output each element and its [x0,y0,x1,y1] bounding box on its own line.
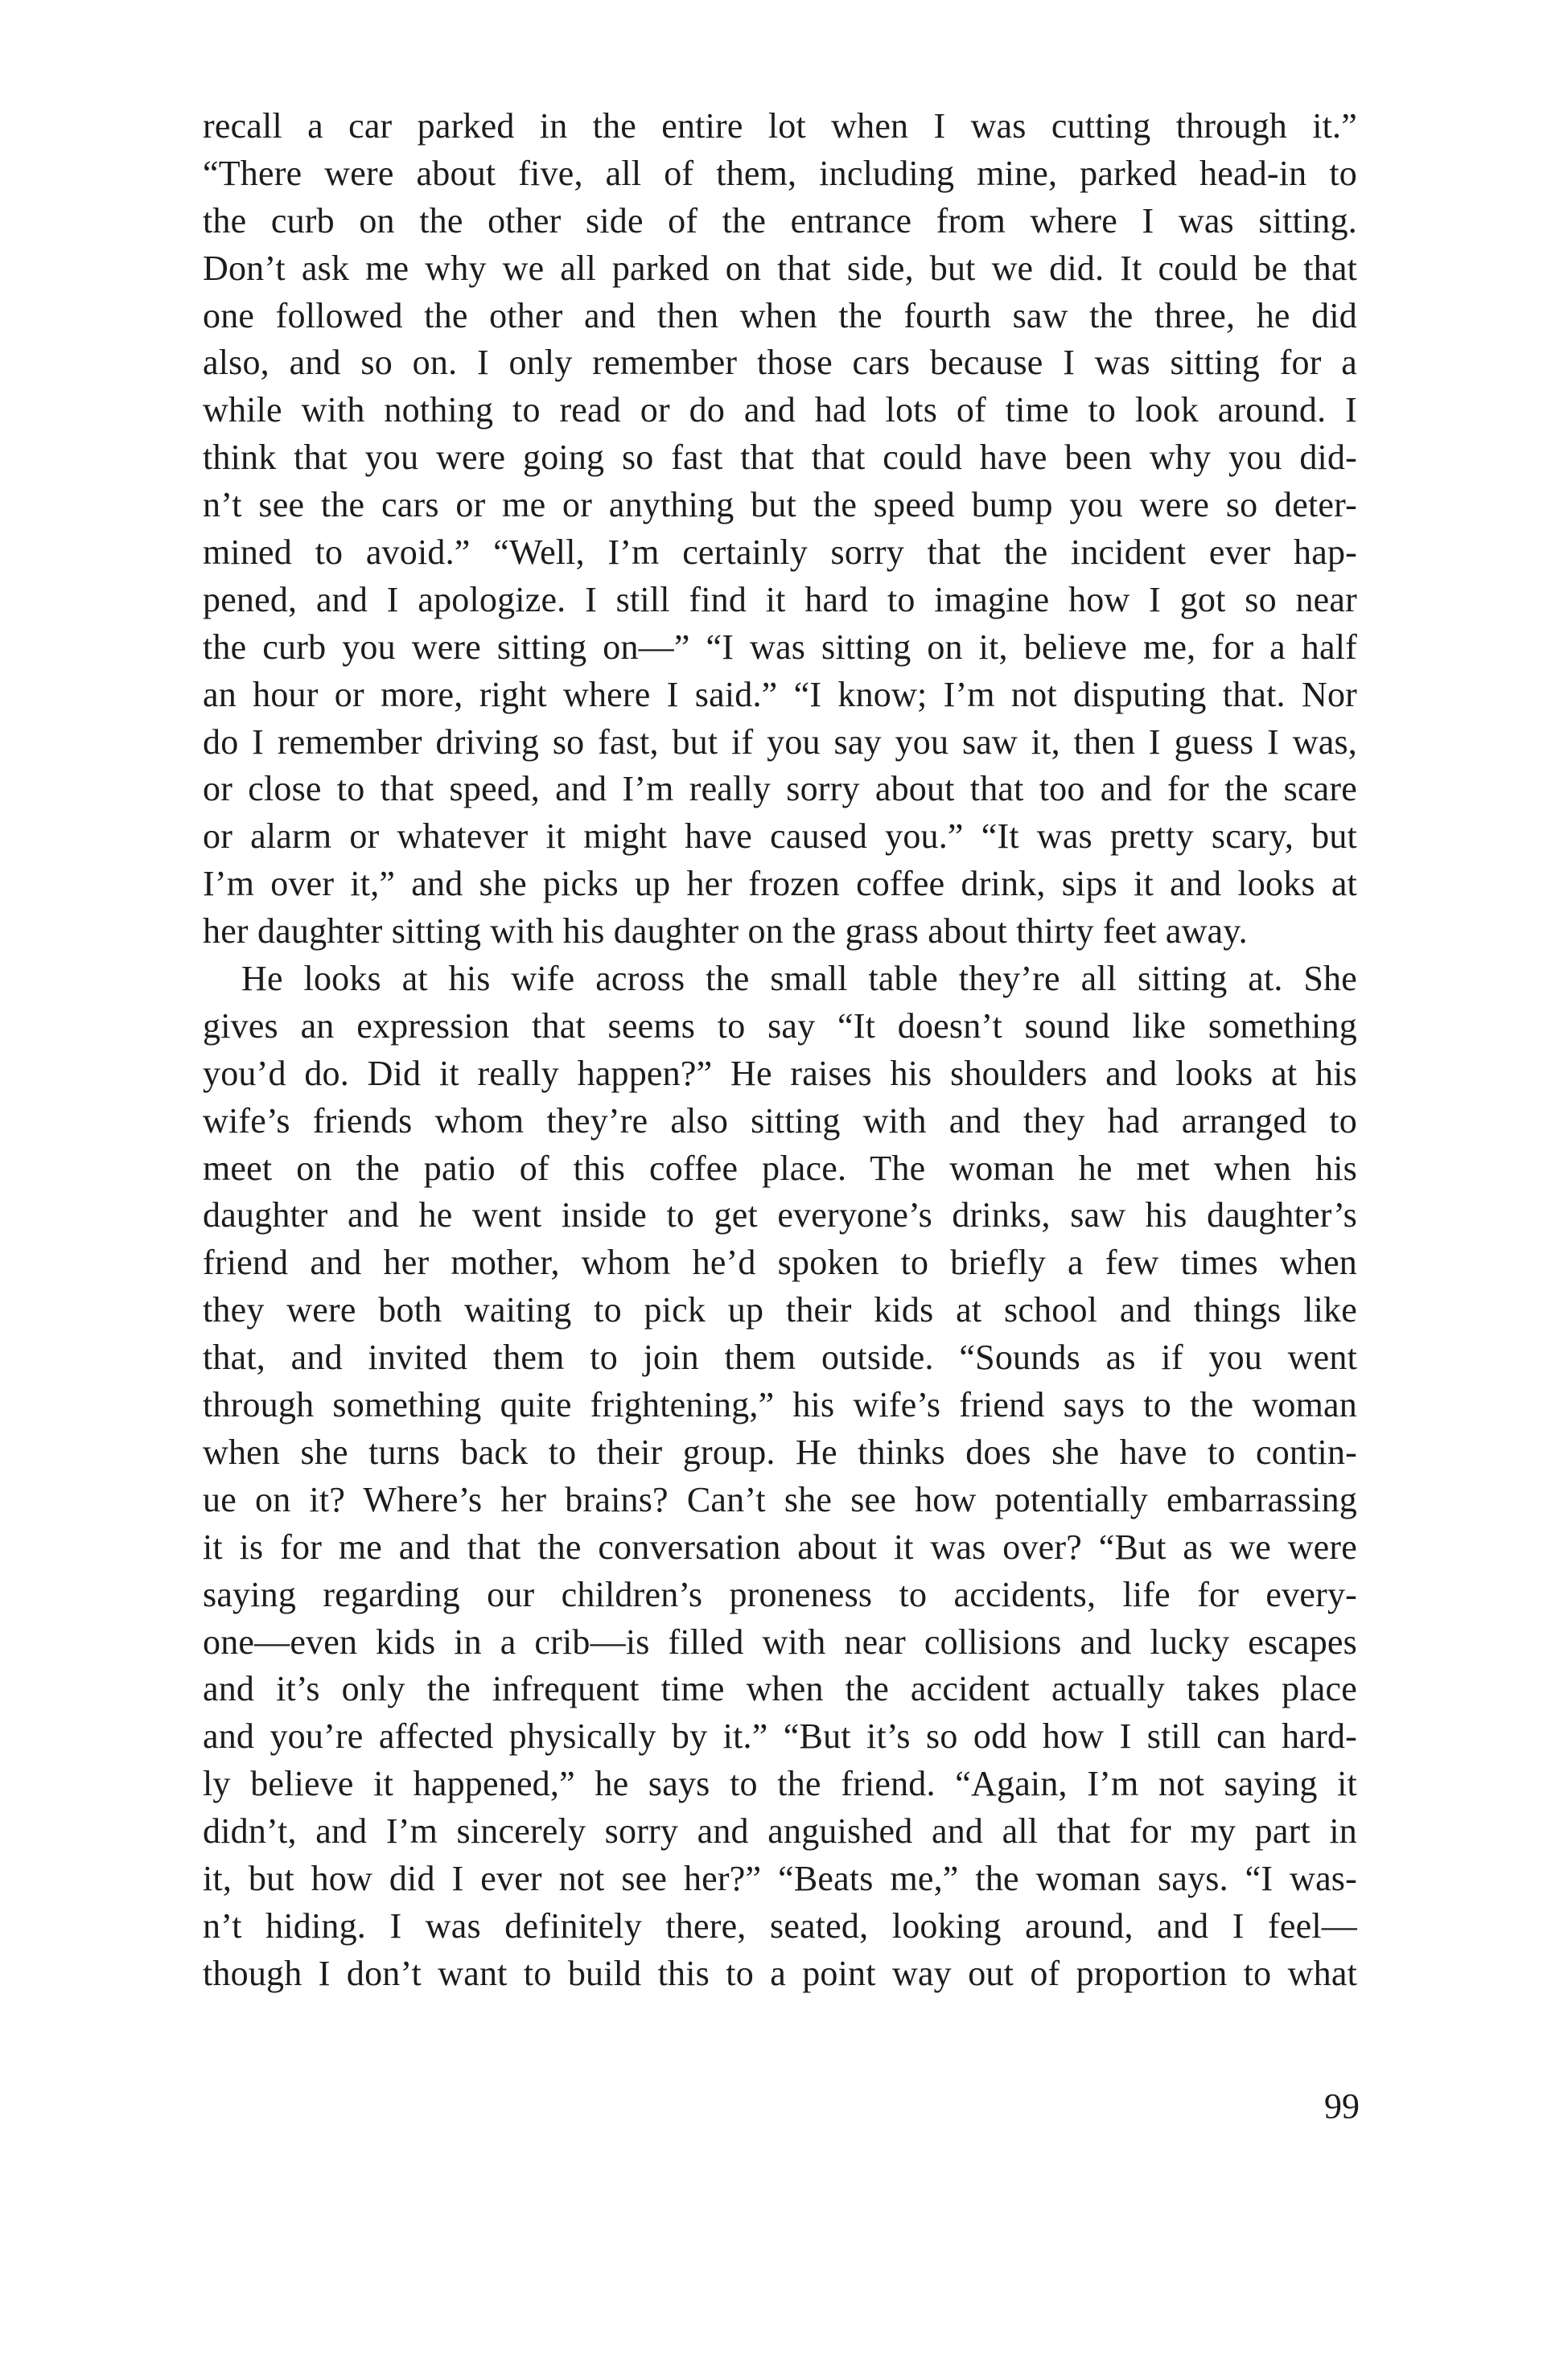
text-line: the curb on the other side of the entrance from where I was sitting. [203,200,1357,240]
text-line: pened, and I apologize. I still find it hard to imagine how I got so near [203,579,1357,619]
text-line: when she turns back to their group. He thinks does she have to contin- [203,1432,1357,1472]
text-line: though I don’t want to build this to a point way out of proportion to what [203,1953,1357,1993]
text-line: I’m over it,” and she picks up her frozen coffee drink, sips it and looks at [203,864,1357,904]
text-line: n’t see the cars or me or anything but the speed bump you were so deter- [203,485,1357,525]
text-line: and it’s only the infrequent time when the accident actually takes place [203,1669,1357,1709]
text-line: one—even kids in a crib—is filled with near collisions and lucky escapes [203,1622,1357,1662]
text-line: daughter and he went inside to get everyone’s drinks, saw his daughter’s [203,1195,1357,1235]
text-line: it is for me and that the conversation about it was over? “But as we were [203,1527,1357,1567]
text-line: ly believe it happened,” he says to the friend. “Again, I’m not saying it [203,1764,1357,1804]
text-line: didn’t, and I’m sincerely sorry and anguished and all that for my part in [203,1811,1357,1852]
text-line: or close to that speed, and I’m really sorry about that too and for the scare [203,769,1357,809]
text-line: wife’s friends whom they’re also sitting with and they had arranged to [203,1100,1357,1141]
text-line: n’t hiding. I was definitely there, seated, looking around, and I feel— [203,1905,1357,1946]
text-line: Don’t ask me why we all parked on that side, but we did. It could be that [203,248,1357,288]
page-number: 99 [1324,2086,1360,2126]
text-line: through something quite frightening,” his wife’s friend says to the woman [203,1385,1357,1425]
text-line: or alarm or whatever it might have caused you.” “It was pretty scary, but [203,816,1357,857]
text-line: it, but how did I ever not see her?” “Beats me,” the woman says. “I was- [203,1858,1357,1898]
text-line: friend and her mother, whom he’d spoken to briefly a few times when [203,1243,1357,1283]
text-line: also, and so on. I only remember those cars because I was sitting for a [203,343,1357,383]
text-line: mined to avoid.” “Well, I’m certainly sorry that the incident ever hap- [203,532,1357,573]
text-line: they were both waiting to pick up their kids at school and things like [203,1290,1357,1330]
text-line: gives an expression that seems to say “It doesn’t sound like something [203,1005,1357,1046]
paragraph-start-line: He looks at his wife across the small table they’re all sitting at. She [241,959,1357,999]
text-line: do I remember driving so fast, but if you say you saw it, then I guess I was, [203,721,1357,762]
text-line: meet on the patio of this coffee place. The woman he met when his [203,1148,1357,1188]
text-line: you’d do. Did it really happen?” He raises his shoulders and looks at his [203,1053,1357,1093]
body-text [203,103,1357,1998]
text-line: while with nothing to read or do and had lots of time to look around. I [203,390,1357,430]
text-line: and you’re affected physically by it.” “But it’s so odd how I still can hard- [203,1716,1357,1757]
text-line: her daughter sitting with his daughter on the grass about thirty feet away. [203,911,1248,952]
text-line: the curb you were sitting on—” “I was sitting on it, believe me, for a half [203,627,1357,667]
text-line: think that you were going so fast that that could have been why you did- [203,438,1357,478]
text-line: “There were about five, all of them, including mine, parked head-in to [203,153,1357,193]
text-line: one followed the other and then when the fourth saw the three, he did [203,295,1357,335]
text-line: recall a car parked in the entire lot when I was cutting through it.” [203,106,1357,146]
text-line: an hour or more, right where I said.” “I know; I’m not disputing that. Nor [203,674,1357,714]
text-line: ue on it? Where’s her brains? Can’t she see how potentially embarrassing [203,1479,1357,1519]
text-line: that, and invited them to join them outside. “Sounds as if you went [203,1338,1357,1378]
text-line: saying regarding our children’s proneness to accidents, life for every- [203,1574,1357,1614]
